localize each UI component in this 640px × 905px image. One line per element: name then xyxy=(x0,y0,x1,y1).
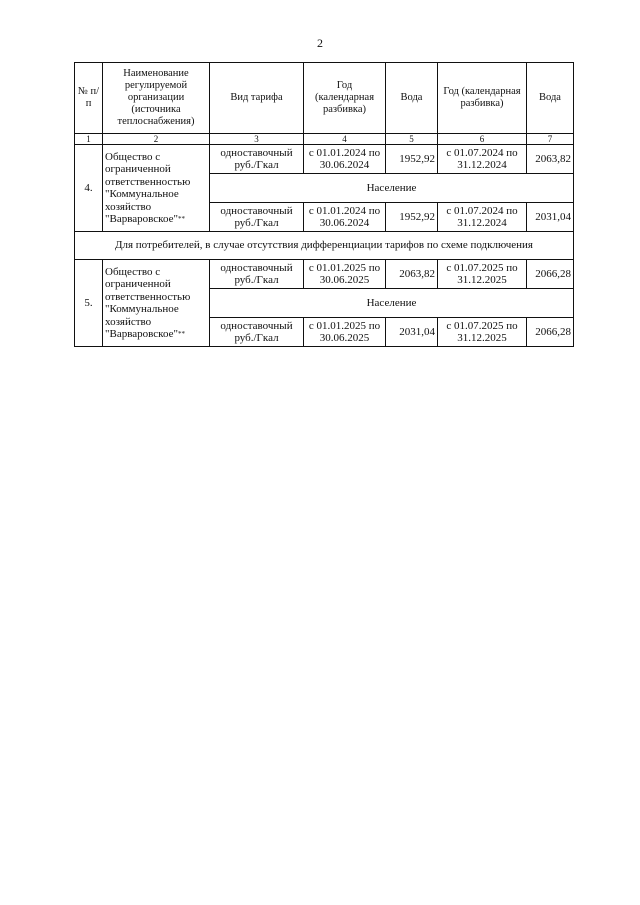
period-2: с 01.07.2025 по 31.12.2025 xyxy=(438,260,527,289)
period-2: с 01.07.2024 по 31.12.2024 xyxy=(438,203,527,232)
population-label: Население xyxy=(210,289,574,318)
tariff-type: одноставочный руб./Гкал xyxy=(210,203,304,232)
header-tariff-type: Вид тарифа xyxy=(210,63,304,134)
column-number: 7 xyxy=(527,134,574,145)
header-water-1: Вода xyxy=(386,63,438,134)
water-value-2: 2031,04 xyxy=(527,203,574,232)
tariff-type: одноставочный руб./Гкал xyxy=(210,145,304,174)
column-number: 4 xyxy=(304,134,386,145)
note-consumers: Для потребителей, в случае отсутствия дифференциации тарифов по схеме подключения xyxy=(75,232,574,260)
column-number: 3 xyxy=(210,134,304,145)
header-num: № п/п xyxy=(75,63,103,134)
table-row xyxy=(75,232,574,260)
column-number: 2 xyxy=(103,134,210,145)
period-1: с 01.01.2024 по 30.06.2024 xyxy=(304,203,386,232)
period-2: с 01.07.2025 по 31.12.2025 xyxy=(438,318,527,347)
row-number: 4. xyxy=(75,145,103,232)
water-value-2: 2066,28 xyxy=(527,318,574,347)
period-2: с 01.07.2024 по 31.12.2024 xyxy=(438,145,527,174)
population-label: Население xyxy=(210,174,574,203)
footnote-mark: ** xyxy=(177,330,185,338)
water-value-2: 2063,82 xyxy=(527,145,574,174)
period-1: с 01.01.2024 по 30.06.2024 xyxy=(304,145,386,174)
water-value-1: 1952,92 xyxy=(386,203,438,232)
organization-name: Общество с ограниченной ответственностью "Коммунальное хозяйство "Варваровское"** xyxy=(103,260,210,347)
column-number: 1 xyxy=(75,134,103,145)
period-1: с 01.01.2025 по 30.06.2025 xyxy=(304,318,386,347)
page-number: 2 xyxy=(317,36,323,50)
tariff-type: одноставочный руб./Гкал xyxy=(210,260,304,289)
header-org: Наименование регулируемой организации (источника теплоснабжения) xyxy=(103,63,210,134)
water-value-1: 1952,92 xyxy=(386,145,438,174)
column-number: 5 xyxy=(386,134,438,145)
water-value-1: 2063,82 xyxy=(386,260,438,289)
water-value-1: 2031,04 xyxy=(386,318,438,347)
row-number: 5. xyxy=(75,260,103,347)
column-numbers-row xyxy=(75,134,574,145)
period-1: с 01.01.2025 по 30.06.2025 xyxy=(304,260,386,289)
column-number: 6 xyxy=(438,134,527,145)
header-row xyxy=(75,63,574,134)
header-period-2: Год (календарная разбивка) xyxy=(438,63,527,134)
header-water-2: Вода xyxy=(527,63,574,134)
header-period-1: Год (календарная разбивка) xyxy=(304,63,386,134)
tariff-type: одноставочный руб./Гкал xyxy=(210,318,304,347)
organization-name: Общество с ограниченной ответственностью "Коммунальное хозяйство "Варваровское"** xyxy=(103,145,210,232)
footnote-mark: ** xyxy=(177,215,185,223)
table-row xyxy=(75,260,574,289)
table-row xyxy=(75,145,574,174)
tariff-table xyxy=(74,62,574,347)
water-value-2: 2066,28 xyxy=(527,260,574,289)
